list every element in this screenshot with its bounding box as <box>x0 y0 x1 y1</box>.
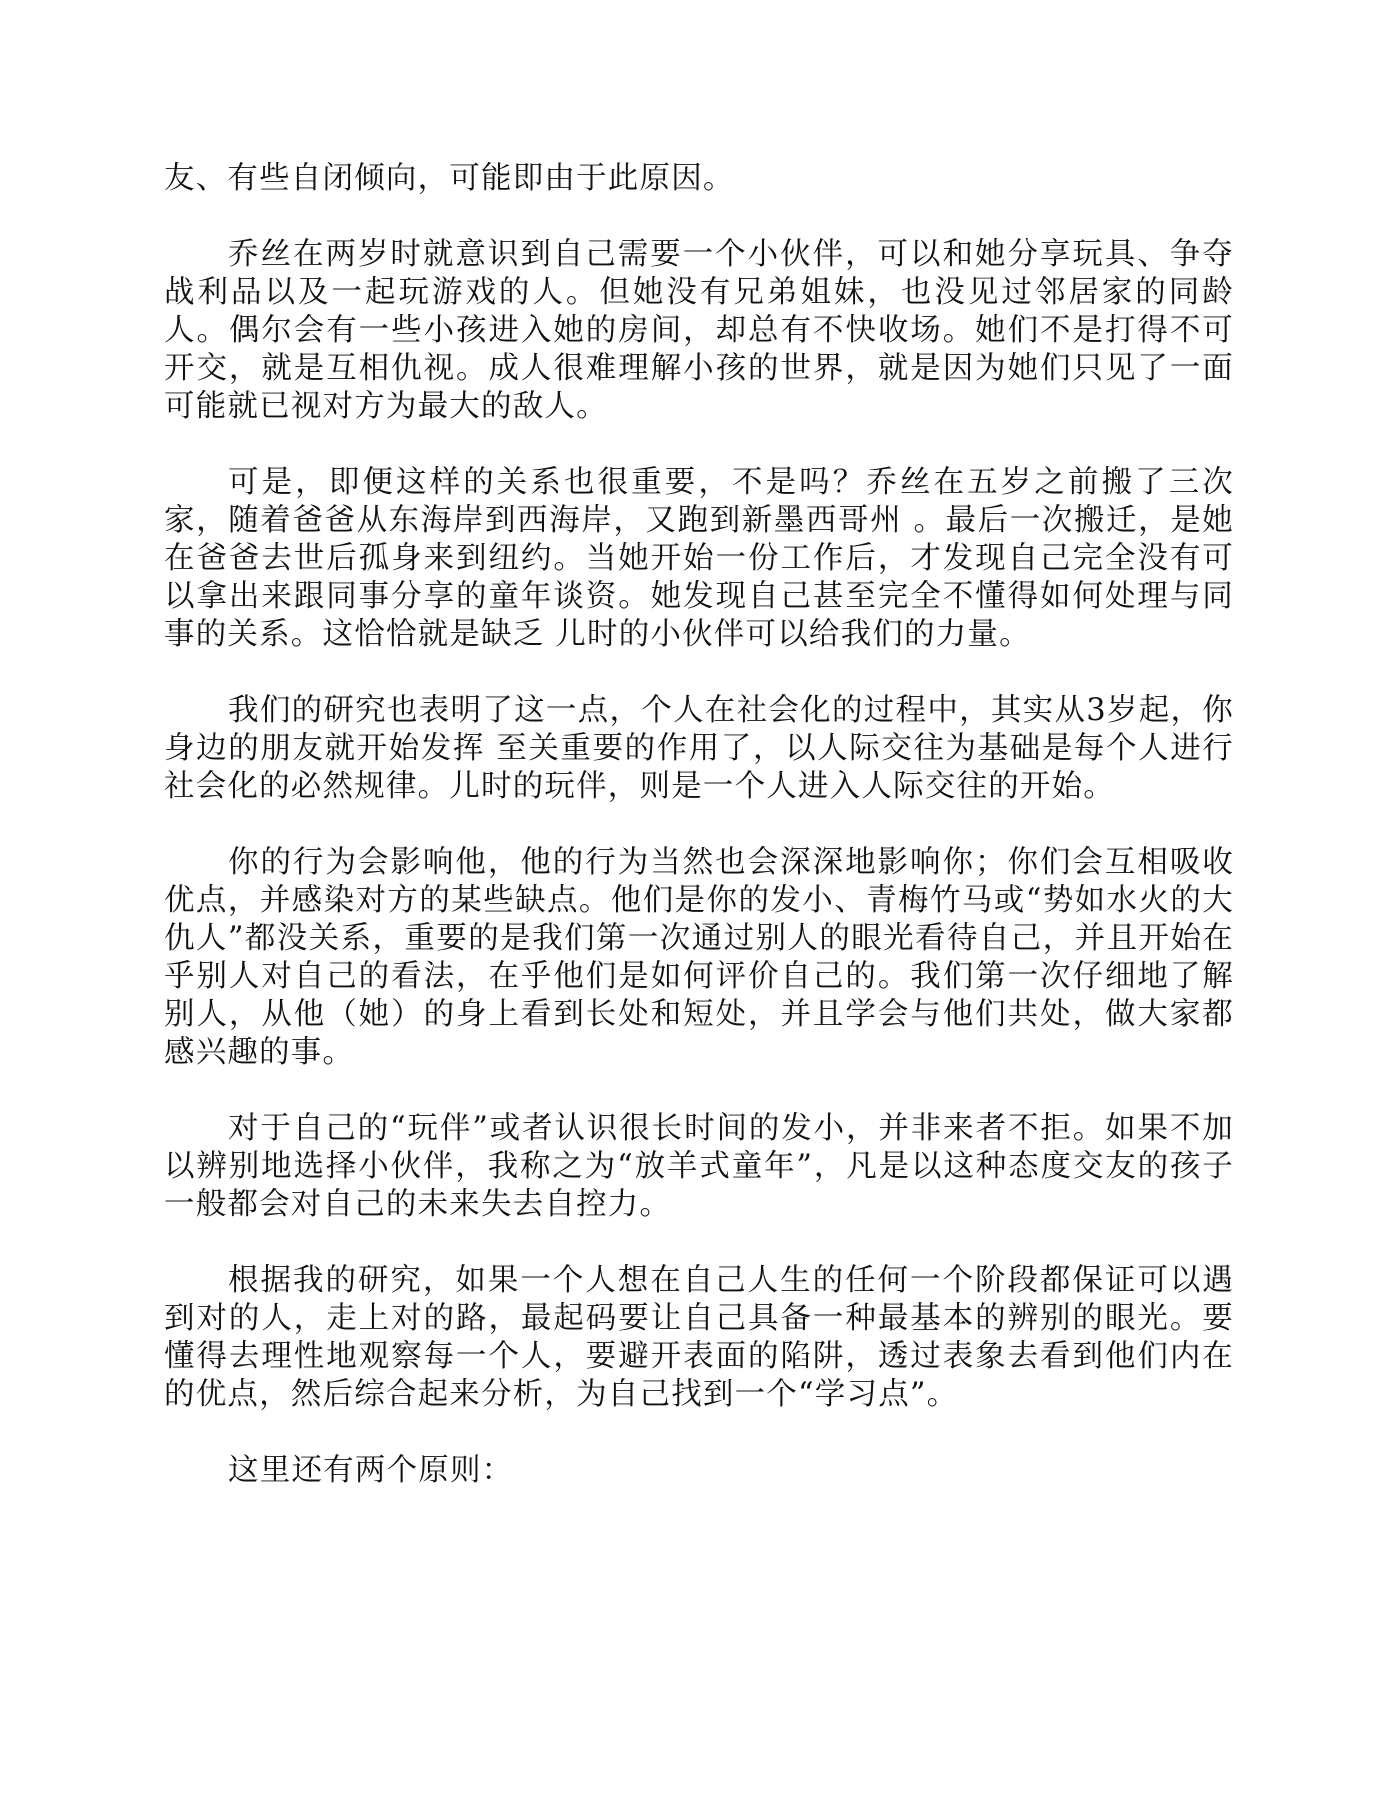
paragraph-4: 我们的研究也表明了这一点，个人在社会化的过程中，其实从3岁起，你身边的朋友就开始发挥 至关重要的作用了，以人际交往为基础是每个人进行社会化的必然规律。儿时的玩伴，则是一个人进入人际交往的开始。 <box>164 693 1234 804</box>
document-body <box>164 160 1234 1528</box>
paragraph-6: 对于自己的“玩伴”或者认识很长时间的发小，并非来者不拒。如果不加以辨别地选择小伙伴，我称之为“放羊式童年”，凡是以这种态度交友的孩子一般都会对自己的未来失去自控力。 <box>164 1111 1234 1222</box>
paragraph-2: 乔丝在两岁时就意识到自己需要一个小伙伴，可以和她分享玩具、争夺战利品以及一起玩游戏的人。但她没有兄弟姐妹，也没见过邻居家的同龄人。偶尔会有一些小孩进入她的房间，却总有不快收场。她们不是打得不可开交，就是互相仇视。成人很难理解小孩的世界，就是因为她们只见了一面可能就已视对方为最大的敌人。 <box>164 237 1234 424</box>
paragraph-5: 你的行为会影响他，他的行为当然也会深深地影响你；你们会互相吸收优点，并感染对方的某些缺点。他们是你的发小、青梅竹马或“势如水火的大仇人”都没关系，重要的是我们第一次通过别人的眼光看待自己，并且开始在乎别人对自己的看法，在乎他们是如何评价自己的。我们第一次仔细地了解别人，从他（她）的身上看到长处和短处，并且学会与他们共处，做大家都感兴趣的事。 <box>164 845 1234 1070</box>
paragraph-8: 这里还有两个原则： <box>228 1453 514 1488</box>
paragraph-1: 友、有些自闭倾向，可能即由于此原因。 <box>164 161 735 196</box>
paragraph-7: 根据我的研究，如果一个人想在自己人生的任何一个阶段都保证可以遇到对的人，走上对的路，最起码要让自己具备一种最基本的辨别的眼光。要懂得去理性地观察每一个人，要避开表面的陷阱，透过表象去看到他们内在的优点，然后综合起来分析，为自己找到一个“学习点”。 <box>164 1263 1234 1412</box>
paragraph-3: 可是，即便这样的关系也很重要，不是吗？乔丝在五岁之前搬了三次家，随着爸爸从东海岸到西海岸，又跑到新墨西哥州 。最后一次搬迁，是她在爸爸去世后孤身来到纽约。当她开始一份工作后，才发现自己完全没有可以拿出来跟同事分享的童年谈资。她发现自己甚至完全不懂得如何处理与同事的关系。这恰恰就是缺乏 儿时的小伙伴可以给我们的力量。 <box>164 465 1234 652</box>
